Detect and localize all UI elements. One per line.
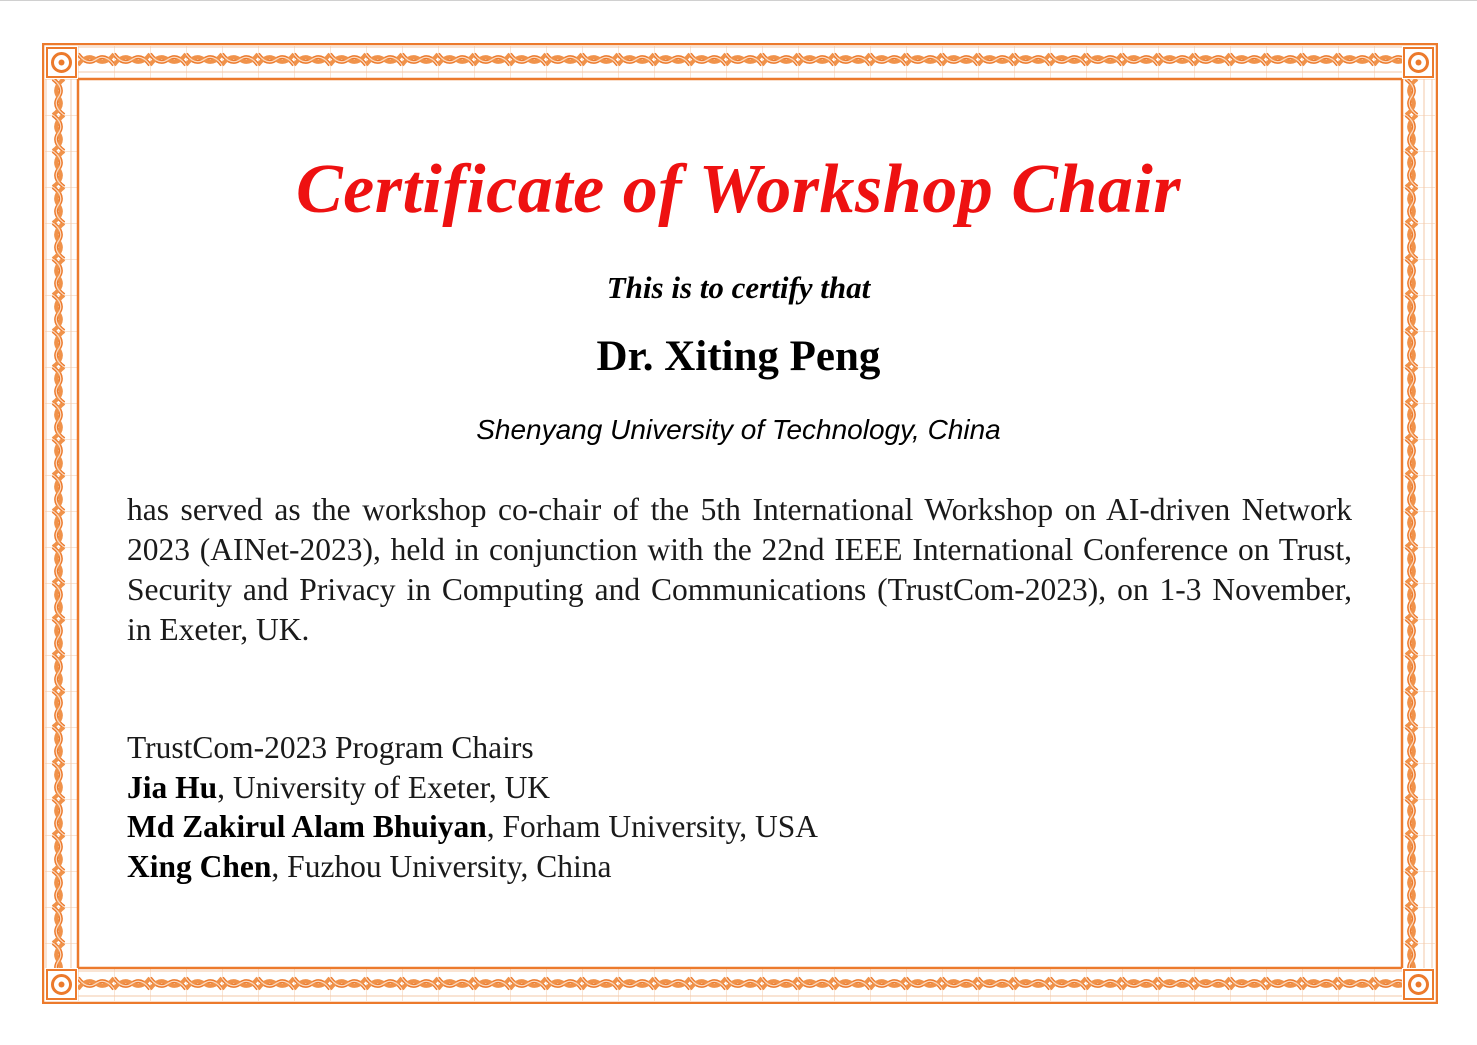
recipient-affiliation: Shenyang University of Technology, China	[476, 414, 1001, 445]
chair-entry	[127, 807, 1127, 847]
chair-name: Jia Hu	[127, 769, 218, 805]
chair-affiliation: , Fuzhou University, China	[271, 848, 612, 884]
circle-ornament-icon	[45, 968, 78, 1001]
chair-name: Xing Chen	[127, 848, 272, 884]
recipient-name: Dr. Xiting Peng	[596, 333, 881, 380]
chair-entry	[127, 768, 1127, 808]
page-top-rule	[0, 0, 1477, 1]
certificate-body: has served as the workshop co-chair of the 5th International Workshop on AI-driven Network 2023 (AINet-2023), held in conjunction with the 22nd IEEE International Conference on Trust, Security and Privacy in Computing and Communications (TrustCom-2023), on 1-3 November, in Exeter, UK.	[127, 492, 1352, 647]
certificate-title: Certificate of Workshop Chair	[295, 151, 1182, 228]
chair-name: Md Zakirul Alam Bhuiyan	[127, 809, 487, 844]
program-chairs-heading: TrustCom-2023 Program Chairs	[127, 730, 534, 765]
circle-ornament-icon	[45, 46, 78, 79]
chair-affiliation: , University of Exeter, UK	[217, 769, 551, 805]
circle-ornament-icon	[1402, 46, 1435, 79]
chair-affiliation: , Forham University, USA	[486, 809, 819, 844]
certify-statement: This is to certify that	[606, 270, 871, 305]
program-chairs-block	[127, 728, 1127, 886]
chair-entry	[127, 847, 1127, 887]
circle-ornament-icon	[1402, 968, 1435, 1001]
